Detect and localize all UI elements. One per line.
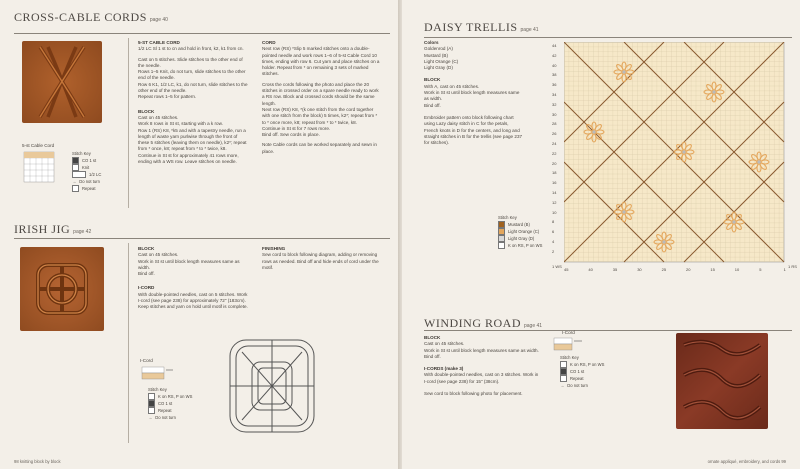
y-tick-label: 42 <box>552 52 557 58</box>
repeat-symbol-icon <box>72 185 79 192</box>
y-tick-label: 14 <box>552 190 557 195</box>
celtic-knot-diagram <box>222 330 322 442</box>
x-tick-label: 5 <box>759 267 762 272</box>
knit-symbol-icon <box>498 242 505 249</box>
y-tick-label: 36 <box>552 82 557 88</box>
arrow-icon: → <box>560 383 565 388</box>
winding-road-swatch-photo <box>676 333 768 429</box>
y-tick-label: 30 <box>552 111 557 117</box>
y-tick-label: 44 <box>552 43 557 48</box>
x-tick-label: 20 <box>686 267 691 272</box>
cable-pattern-illustration <box>22 41 102 123</box>
stitch-key-title: Stitch Key <box>72 151 91 156</box>
key-item: Knit <box>72 164 101 171</box>
cross-cable-instructions-col2: CORD Next row (RS) *Slip 5 marked stitches onto a double-pointed needle and work rows 1–6 of 5-st Cable Cord 10 times, ending with row 6. Cut yarn and place stitches on a holder. Repeat from * on remaining 3 sets of marked stitches. Cross the cords following the photo and place the 20 stitches in crossed order on a spare needle ready to work a RS row. Block and crossed cords should be the same length. Next row (RS) K8, *(k one stitch from the cord together with one stitch from the block) 5 times, k2*; repeat from * to * once more, k8; repeat from * to * twice, k8. Continue in St st for 7 rows more. Bind off. Sew cords in place. Note Cable cords can be worked separately and sewn in place. <box>262 40 380 154</box>
key-item: K on RS, P on WS <box>560 361 604 368</box>
orange-swatch-icon <box>498 228 505 235</box>
x-tick-label: 45 <box>564 267 569 272</box>
wavy-cord-illustration <box>676 333 768 429</box>
key-item: Repeat <box>148 407 192 414</box>
y-tick-label: 26 <box>552 131 557 137</box>
key-item: Repeat <box>72 185 101 192</box>
daisy-trellis-chart <box>564 42 794 274</box>
y-tick-label: 8 <box>552 219 555 225</box>
key-item: Mustard (B) <box>498 221 542 228</box>
y-tick-label: 34 <box>552 92 557 97</box>
x-tick-label: 25 <box>661 267 667 272</box>
y-tick-label: 4 <box>552 239 555 244</box>
y-tick-label: 10 <box>552 209 557 215</box>
y-tick-label: 18 <box>552 170 557 176</box>
key-item: → Do not turn <box>560 383 588 388</box>
key-item: Repeat <box>560 375 604 382</box>
x-tick-label: 30 <box>637 267 642 272</box>
y-tick-label: 32 <box>552 101 557 107</box>
knot-motif-illustration <box>20 247 104 331</box>
y-tick-label: 40 <box>552 62 557 68</box>
mustard-swatch-icon <box>498 221 505 228</box>
cross-cable-instructions-col1: 5-ST CABLE CORD 1/2 LC Sl 1 st to cn and hold in front, k2, k1 from cn. Cast on 5 stitches. Slide stitches to the other end of the needle. Rows 1–5 Knit, do not turn, slide stitches to the other end of the needle. Row 6 K1, 1/2 LC, k1, do not turn, slide stitches to the other end of the needle. Repeat rows 1–5 for pattern. BLOCK Cast on 45 stitches. Work 8 rows in St st, starting with a k row. Row 1 (RS) K8, *k5 and with a tapestry needle, run a length of waste yarn purlwise through the front of these 5 stitches (leaving them on needle), k2*; repeat from * once, k8; repeat from * to * twice, k8. Continue in St st for approximately 41 rows more, ending with a WS row. Leave stitches on needle. <box>138 40 248 165</box>
x-tick-label: 35 <box>612 267 618 272</box>
y-tick-label: 38 <box>552 72 557 78</box>
key-item: CO 1 st <box>560 368 604 375</box>
repeat-symbol-icon <box>560 375 567 382</box>
knit-symbol-icon <box>148 393 155 400</box>
stitch-key-title: Stitch Key <box>498 215 517 220</box>
divider <box>424 37 792 38</box>
stitch-key-title: Stitch Key <box>560 355 579 360</box>
cable-cord-chart <box>22 150 62 186</box>
column-divider <box>128 243 129 443</box>
key-item: 1/2 LC <box>72 171 101 178</box>
gray-swatch-icon <box>498 235 505 242</box>
y-tick-label: 20 <box>552 160 557 166</box>
co-symbol-icon <box>148 400 155 407</box>
key-item: K on RS, P on WS <box>148 393 192 400</box>
x-tick-label: 40 <box>588 267 593 272</box>
arrow-icon: → <box>148 415 153 420</box>
section-title: CROSS-CABLE CORDS page 40 <box>14 10 168 24</box>
key-item: Light Orange (C) <box>498 228 542 235</box>
winding-road-instructions: BLOCK Cast on 45 stitches. Work in St st until block length measures same as width. Bind off. I-CORDS (make 3) With double-pointed needles, cast on 3 stitches. Work in I-cord (see page 238) for 15" (38cm). Sew cord to block following photo for placement. <box>424 335 539 397</box>
stitch-key <box>560 354 604 389</box>
x-tick-label: 1 <box>783 267 786 272</box>
i-cord-chart <box>140 365 174 383</box>
key-item: K on RS, P on WS <box>498 242 542 249</box>
section-title: DAISY TRELLIS page 41 <box>424 20 539 34</box>
left-page <box>0 0 398 469</box>
page-footer: 98 knitting block by block <box>14 459 61 464</box>
row-label-ws: 1 WS <box>552 264 562 269</box>
daisy-instructions: Colors Goldenrod (A) Mustard (B) Light Orange (C) Light Gray (D) BLOCK With A, cast on 45 stitches. Work in St st until block length measures same as width. Bind off. Embroider pattern onto block following chart using Lazy daisy stitch in C for the petals, French knots in D for the centers, and long and straight stitches in B for the trellis (see page 237 for stitches). <box>424 40 523 146</box>
x-tick-label: 15 <box>710 267 715 272</box>
right-page <box>402 0 800 469</box>
y-tick-label: 16 <box>552 180 557 186</box>
stitch-key <box>72 150 101 192</box>
cross-cable-swatch-photo <box>22 41 102 123</box>
divider <box>14 238 390 239</box>
row-label-rs: 1 RS <box>788 264 797 269</box>
y-tick-label: 22 <box>552 150 557 156</box>
divider <box>424 330 792 331</box>
irish-jig-swatch-photo <box>20 247 104 331</box>
section-title: WINDING ROAD page 41 <box>424 316 543 330</box>
irish-jig-instructions-col2: FINISHING Sew cord to block following diagram, adding or removing rows as needed. Bind off and hide ends of cord under the motif. <box>262 246 379 270</box>
section-title: IRISH JIG page 42 <box>14 222 92 236</box>
column-divider <box>128 38 129 208</box>
co-symbol-icon <box>560 368 567 375</box>
key-item: CO 1 st <box>148 400 192 407</box>
y-tick-label: 24 <box>552 141 557 146</box>
chart-label: 5-st Cable Cord <box>22 143 55 148</box>
arrow-icon: → <box>72 179 77 184</box>
stitch-key <box>148 386 192 421</box>
chart-label: I-Cord <box>562 330 575 335</box>
y-tick-label: 6 <box>552 229 555 235</box>
cable-symbol-icon <box>72 171 86 178</box>
repeat-symbol-icon <box>148 407 155 414</box>
stitch-key <box>498 214 542 249</box>
key-item: → Do not turn <box>72 179 100 184</box>
y-tick-label: 2 <box>552 248 555 254</box>
knit-symbol-icon <box>560 361 567 368</box>
divider <box>14 33 390 34</box>
irish-jig-instructions-col1: BLOCK Cast on 45 stitches. Work in St st until block length measures same as width. Bind off. I-CORD With double-pointed needles, cast on 5 stitches. Work I-cord (see page 238) for approximately 72" (183cm). Keep stitches and yarn on hold until motif is complete. <box>138 246 248 310</box>
key-item: Light Gray (D) <box>498 235 542 242</box>
y-tick-label: 28 <box>552 121 557 127</box>
chart-label: I-Cord <box>140 358 153 363</box>
key-item: CO 1 st <box>72 157 101 164</box>
co-symbol-icon <box>72 157 79 164</box>
page-footer: ornate appliqué, embroidery, and cords 99 <box>707 459 786 464</box>
x-tick-label: 10 <box>734 267 740 272</box>
stitch-key-title: Stitch Key <box>148 387 167 392</box>
y-tick-label: 12 <box>552 199 557 205</box>
i-cord-chart <box>552 336 584 352</box>
key-item: → Do not turn <box>148 415 176 420</box>
knit-symbol-icon <box>72 164 79 171</box>
